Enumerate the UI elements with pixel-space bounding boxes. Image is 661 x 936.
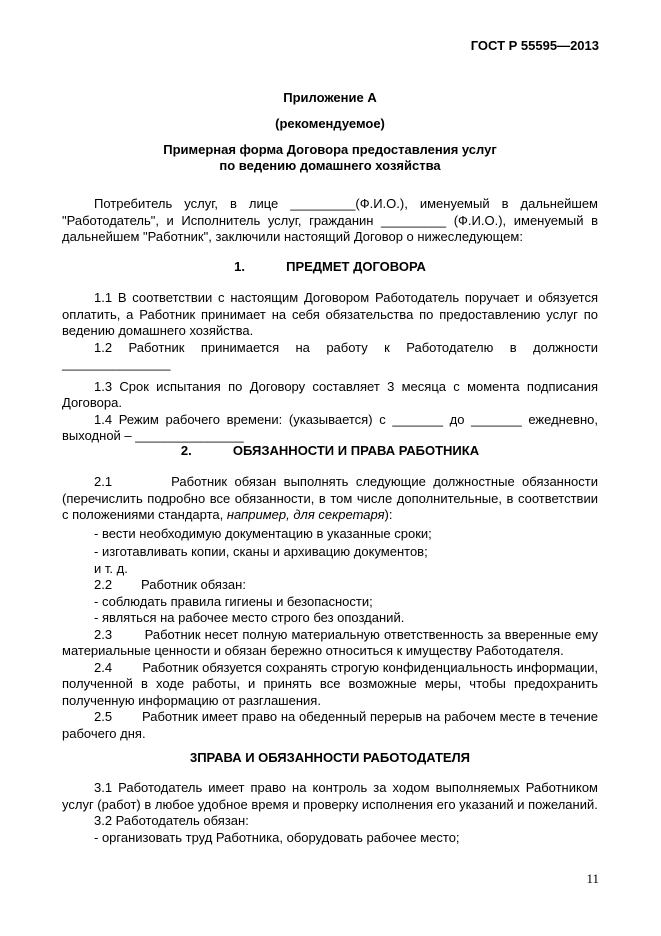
clause-2-3-text: Работник несет полную материальную ответственность за вверенные ему материальные ценности и обязан бережно относиться к имуществу Работодателя.	[62, 626, 598, 658]
section-2-body	[62, 474, 598, 742]
appendix-title: Приложение А	[283, 90, 377, 105]
document-code: ГОСТ Р 55595—2013	[470, 38, 599, 53]
clause-2-5-text: Работник имеет право на обеденный перерыв на рабочем месте в течение рабочего дня.	[62, 709, 598, 741]
duty-bullet-2: - изготавливать копии, сканы и архивацию документов;	[94, 544, 428, 559]
section-2-title: ОБЯЗАННОСТИ И ПРАВА РАБОТНИКА	[232, 443, 480, 458]
section-2-number: 2.	[180, 443, 192, 458]
contract-title-line1: Примерная форма Договора предоставления услуг	[163, 142, 497, 157]
section-1-body	[62, 290, 598, 445]
intro-text: Потребитель услуг, в лице _________(Ф.И.О.), именуемый в дальнейшем "Работодатель", и Исполнитель услуг, гражданин _________ (Ф.И.О.), именуемый в дальнейшем "Работник", заключили настоящий Договор о нижеследующем:	[62, 196, 598, 244]
obligation-bullet-2: - являться на рабочее место строго без опозданий.	[94, 610, 405, 625]
appendix-status: (рекомендуемое)	[275, 116, 385, 131]
section-1-title: ПРЕДМЕТ ДОГОВОРА	[286, 259, 426, 274]
clause-2-2-number: 2.2	[94, 577, 113, 592]
duty-bullet-1: - вести необходимую документацию в указанные сроки;	[94, 525, 432, 541]
section-3-heading	[62, 750, 598, 765]
clause-1-3: 1.3 Срок испытания по Договору составляет 3 месяца с момента подписания Договора.	[62, 378, 598, 410]
clause-2-4	[62, 660, 598, 710]
clause-3-1: 3.1 Работодатель имеет право на контроль за ходом выполняемых Работником услуг (работ) в любое удобное время и проверку исполнения его указаний и пожеланий.	[62, 780, 598, 812]
clause-2-3	[62, 627, 598, 660]
clause-2-5	[62, 709, 598, 742]
clause-3-2: 3.2 Работодатель обязан:	[94, 813, 249, 828]
clause-1-1: 1.1 В соответствии с настоящим Договором Работодатель поручает и обязуется оплатить, а Работник принимает на себя обязательства по предоставлению услуг по ведению домашнего хозяйства.	[62, 290, 598, 338]
section-1-number: 1.	[234, 259, 245, 274]
clause-2-1-end: ):	[384, 507, 393, 522]
clause-2-1	[62, 474, 598, 524]
clause-2-1-text: Работник обязан выполнять следующие должностные обязанности (перечислить подробно все обязанности, в том числе дополнительные, в соответствии с положениями стандарта,	[62, 474, 598, 522]
contract-title-line2: по ведению домашнего хозяйства	[219, 158, 441, 173]
clause-2-1-number: 2.1	[94, 474, 113, 489]
clause-2-1-example: например, для секретаря	[226, 507, 385, 522]
clause-1-4: 1.4 Режим рабочего времени: (указывается) с _______ до _______ ежедневно, выходной – _______________	[62, 411, 598, 443]
clause-2-4-number: 2.4	[94, 659, 113, 675]
section-3-body	[62, 780, 598, 846]
page-number: 11	[586, 871, 599, 886]
clause-2-4-text: Работник обязуется сохранять строгую конфиденциальность информации, полученной в ходе работы, и принять все возможные меры, чтобы предохранить полученную информацию от разглашения.	[62, 659, 598, 708]
obligation-bullet-1: - соблюдать правила гигиены и безопасности;	[94, 593, 373, 609]
clause-2-3-number: 2.3	[94, 626, 113, 642]
clause-2-5-number: 2.5	[94, 709, 113, 724]
intro-paragraph	[62, 196, 598, 246]
section-1-heading	[62, 259, 598, 274]
section-2-heading	[62, 443, 598, 458]
section-3-title: 3ПРАВА И ОБЯЗАННОСТИ РАБОТОДАТЕЛЯ	[189, 750, 471, 765]
clause-1-2: 1.2 Работник принимается на работу к Работодателю в должности _______________	[62, 339, 598, 371]
employer-duty-bullet-1: - организовать труд Работника, оборудовать рабочее место;	[94, 829, 460, 845]
duty-etc: и т. д.	[94, 560, 128, 576]
clause-2-2	[62, 577, 598, 594]
clause-2-2-text: Работник обязан:	[140, 577, 246, 592]
